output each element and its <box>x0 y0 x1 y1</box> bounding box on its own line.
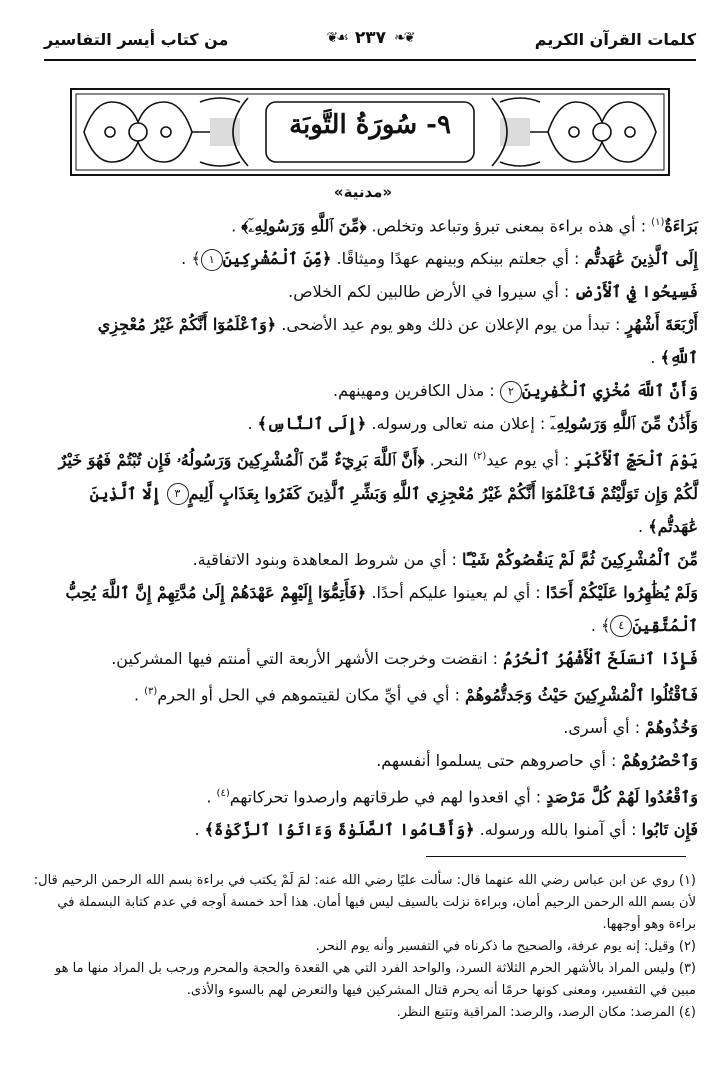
quran-text: ٱلْمُتَّقِينَ <box>632 615 698 635</box>
page-header <box>44 14 696 62</box>
explanation-text: . <box>650 348 661 368</box>
explanation-text: . <box>247 414 258 434</box>
glossary-entry <box>34 242 698 275</box>
verse-number-marker: ٣ <box>167 483 189 505</box>
explanation-text: : إعلان منه تعالى ورسوله. <box>366 414 551 434</box>
glossary-entry <box>34 308 698 341</box>
quran-text: لَّكُمْ وَإِن تَوَلَّيْتُمْ فَٱعْلَمُوٓا أَنَّكُمْ غَيْرُ مُعْجِزِي ٱللَّهِ وَبَشِّرِ ٱلَّذِينَ كَفَرُوا بِعَذَابٍ أَلِيمٍ <box>188 483 698 503</box>
surah-type: «مدنية» <box>333 183 393 201</box>
explanation-text: . <box>133 684 145 704</box>
source-title: من كتاب أيسر التفاسير <box>44 30 229 49</box>
quran-text: وَأَنَّ ٱللَّهَ مُخْزِي ٱلْكَٰفِرِينَ <box>521 381 698 401</box>
footnote-ref: (٣) <box>144 685 158 697</box>
footnote-4: (٤) المرصد: مكان الرصد، والرصد: المراقبة وتتبع النظر. <box>396 1005 696 1020</box>
explanation-text: : أي من شروط المعاهدة وبنود الاتفاقية. <box>192 549 462 569</box>
quran-text: ﴿إِلَى ٱلنَّاسِ﴾ <box>257 414 367 434</box>
verse-number-marker: ٢ <box>500 381 522 403</box>
glossary-entry <box>34 642 698 675</box>
glossary-entry <box>34 744 698 777</box>
quran-text: ٱللَّهِ﴾ <box>660 348 698 368</box>
glossary-entry <box>34 374 698 407</box>
footnote-1: (١) روي عن ابن عباس رضي الله عنهما قال: سألت عليًا رضي الله عنه: لمَ لَمْ يكتب في براءة بسم الله الرحمن الرحيم قال: لأن بسم الله الرحمن الرحيم أمان، وبراءة نزلت بالسيف ليس فيها أمان. هذا أحد خمسة أوجه في عدم كتابة البسملة في براءة وهو أوجهها. <box>33 873 696 932</box>
surah-banner <box>70 88 670 176</box>
footnote-ref: (٢) <box>473 451 487 463</box>
quran-text: وَأَذَٰنٌ مِّنَ ٱللَّهِ وَرَسُولِهِۦٓ <box>550 414 698 434</box>
glossary-entry <box>34 275 698 308</box>
quran-text: فَإِن تَابُوا <box>641 820 698 840</box>
quran-text: إِلَّا ٱلَّذِينَ <box>89 483 167 503</box>
explanation-text: : أي آمنوا بالله ورسوله. <box>474 820 642 840</box>
quran-text: بَرَاءَةٌ <box>664 216 698 236</box>
page-number: ٢٣٧ <box>354 28 386 48</box>
glossary-body <box>34 206 698 846</box>
explanation-text: : انقضت وخرجت الأشهر الأربعة التي أمنتم فيها المشركين. <box>111 648 504 668</box>
explanation-text: : أي في أيِّ مكان لقيتموهم في الحل أو الحرم <box>157 684 466 704</box>
quran-text: ﴿فَأَتِمُّوٓا إِلَيْهِمْ عَهْدَهُمْ إِلَىٰ مُدَّتِهِمْ إِنَّ ٱللَّهَ يُحِبُّ <box>65 582 367 602</box>
glossary-entry <box>34 407 698 440</box>
explanation-text: النحر. <box>424 450 474 470</box>
book-title: كلمات القرآن الكريم <box>534 30 696 49</box>
page-number-block <box>327 28 414 48</box>
explanation-text: . <box>206 787 217 807</box>
glossary-entry <box>34 477 698 510</box>
explanation-text: . <box>231 216 242 236</box>
glossary-entry <box>34 777 698 813</box>
quran-text: وَٱحْصُرُوهُمْ <box>621 750 698 770</box>
explanation-text: : تبدأ من يوم الإعلان عن ذلك وهو يوم عيد الأضحى. <box>276 315 626 335</box>
surah-title: ٩- سُورَةُ التَّوبَة <box>289 110 451 140</box>
glossary-entry <box>34 813 698 846</box>
explanation-text: : أي حاصروهم حتى يسلموا أنفسهم. <box>376 750 622 770</box>
glossary-entry <box>34 711 698 744</box>
explanation-text: : مذل الكافرين ومهينهم. <box>333 381 500 401</box>
quran-text: ﴿مِّنَ ٱللَّهِ وَرَسُولِهِۦٓ﴾ <box>241 216 367 236</box>
explanation-text: : أي هذه براءة بمعنى تبرؤ وتباعد وتخلص. <box>366 216 652 236</box>
quran-text: وَٱقْعُدُوا لَهُمْ كُلَّ مَرْصَدٍ <box>546 787 698 807</box>
explanation-text: : أي يوم عيد <box>486 450 575 470</box>
footnote-ref: (٤) <box>216 787 230 799</box>
ornament-icon: ☙❦ <box>326 30 347 46</box>
header-divider <box>44 59 696 61</box>
quran-text: إِلَى ٱلَّذِينَ عَٰهَدتُّم <box>584 249 698 269</box>
quran-text: ﴿أَنَّ ٱللَّهَ بَرِيٓءٌ مِّنَ ٱلْمُشْرِكِينَ وَرَسُولُهُۥ فَإِن تُبْتُمْ فَهُوَ خَيْرٌ <box>58 450 425 470</box>
glossary-entry <box>34 510 698 543</box>
quran-text: عَٰهَدتُّم﴾ <box>648 516 698 536</box>
quran-text: فَٱقْتُلُوا ٱلْمُشْرِكِينَ حَيْثُ وَجَدتُّمُوهُمْ <box>465 684 698 704</box>
glossary-entry <box>34 543 698 576</box>
explanation-text: : أي لم يعينوا عليكم أحدًا. <box>366 582 546 602</box>
quran-text: وَخُذُوهُمْ <box>645 717 698 737</box>
quran-text: أَرْبَعَةَ أَشْهُرٍ <box>625 315 698 335</box>
quran-text: فَسِيحُوا فِي ٱلْأَرْضِ <box>574 282 698 302</box>
glossary-entry <box>34 675 698 711</box>
footnote-2: (٢) وقيل: إنه يوم عرفة، والصحيح ما ذكرناه في التفسير وأنه يوم النحر. <box>315 939 696 954</box>
glossary-entry <box>34 440 698 476</box>
quran-text: وَلَمْ يُظَٰهِرُوا عَلَيْكُمْ أَحَدًا <box>545 582 698 602</box>
glossary-entry <box>34 341 698 374</box>
ornament-icon: ❦❧ <box>393 30 414 46</box>
explanation-text: . <box>638 516 649 536</box>
quran-text: ﴿مِّنَ ٱلْمُشْرِكِينَ <box>222 249 332 269</box>
explanation-text: : أي سيروا في الأرض طالبين لكم الخلاص. <box>288 282 575 302</box>
quran-text: يَوْمَ ٱلْحَجِّ ٱلْأَكْبَرِ <box>574 450 698 470</box>
footnote-divider <box>426 856 686 857</box>
footnotes <box>32 870 696 1024</box>
quran-text: فَإِذَا ٱنسَلَخَ ٱلْأَشْهُرُ ٱلْحُرُمُ <box>503 648 698 668</box>
explanation-text: : أي اقعدوا لهم في طرقاتهم وارصدوا تحركاتهم <box>229 787 547 807</box>
quran-text: ﴿وَٱعْلَمُوٓا أَنَّكُمْ غَيْرُ مُعْجِزِي <box>97 315 277 335</box>
explanation-text: : أي جعلتم بينكم وبينهم عهدًا وميثاقًا. <box>331 249 585 269</box>
quran-text: ﴿وَأَقَامُوا ٱلصَّلَوٰةَ وَءَاتَوُا ٱلزَّكَوٰةَ﴾ <box>204 820 475 840</box>
verse-number-marker: ٤ <box>610 615 632 637</box>
glossary-entry <box>34 609 698 642</box>
explanation-text: : أي أسرى. <box>563 717 646 737</box>
footnote-ref: (١) <box>651 217 665 228</box>
quran-text: مِّنَ ٱلْمُشْرِكِينَ ثُمَّ لَمْ يَنقُصُوكُمْ شَيْـًٔا <box>461 549 698 569</box>
explanation-text: . <box>194 820 205 840</box>
glossary-entry <box>34 576 698 609</box>
glossary-entry <box>34 206 698 242</box>
verse-number-marker: ١ <box>201 249 223 271</box>
explanation-text: ﴾ . <box>590 615 611 635</box>
footnote-3: (٣) وليس المراد بالأشهر الحرم الثلاثة السرد، والواحد الفرد التي هي القعدة والحجة والمحرم ورجب بل المراد منها ما هو مبين في التفسير، ومعنى كونها حرمًا أنه يحرم قتال المشركين فيها والتعرض لهم بالسوء والأذى. <box>54 961 696 998</box>
explanation-text: ﴾ . <box>181 249 201 269</box>
